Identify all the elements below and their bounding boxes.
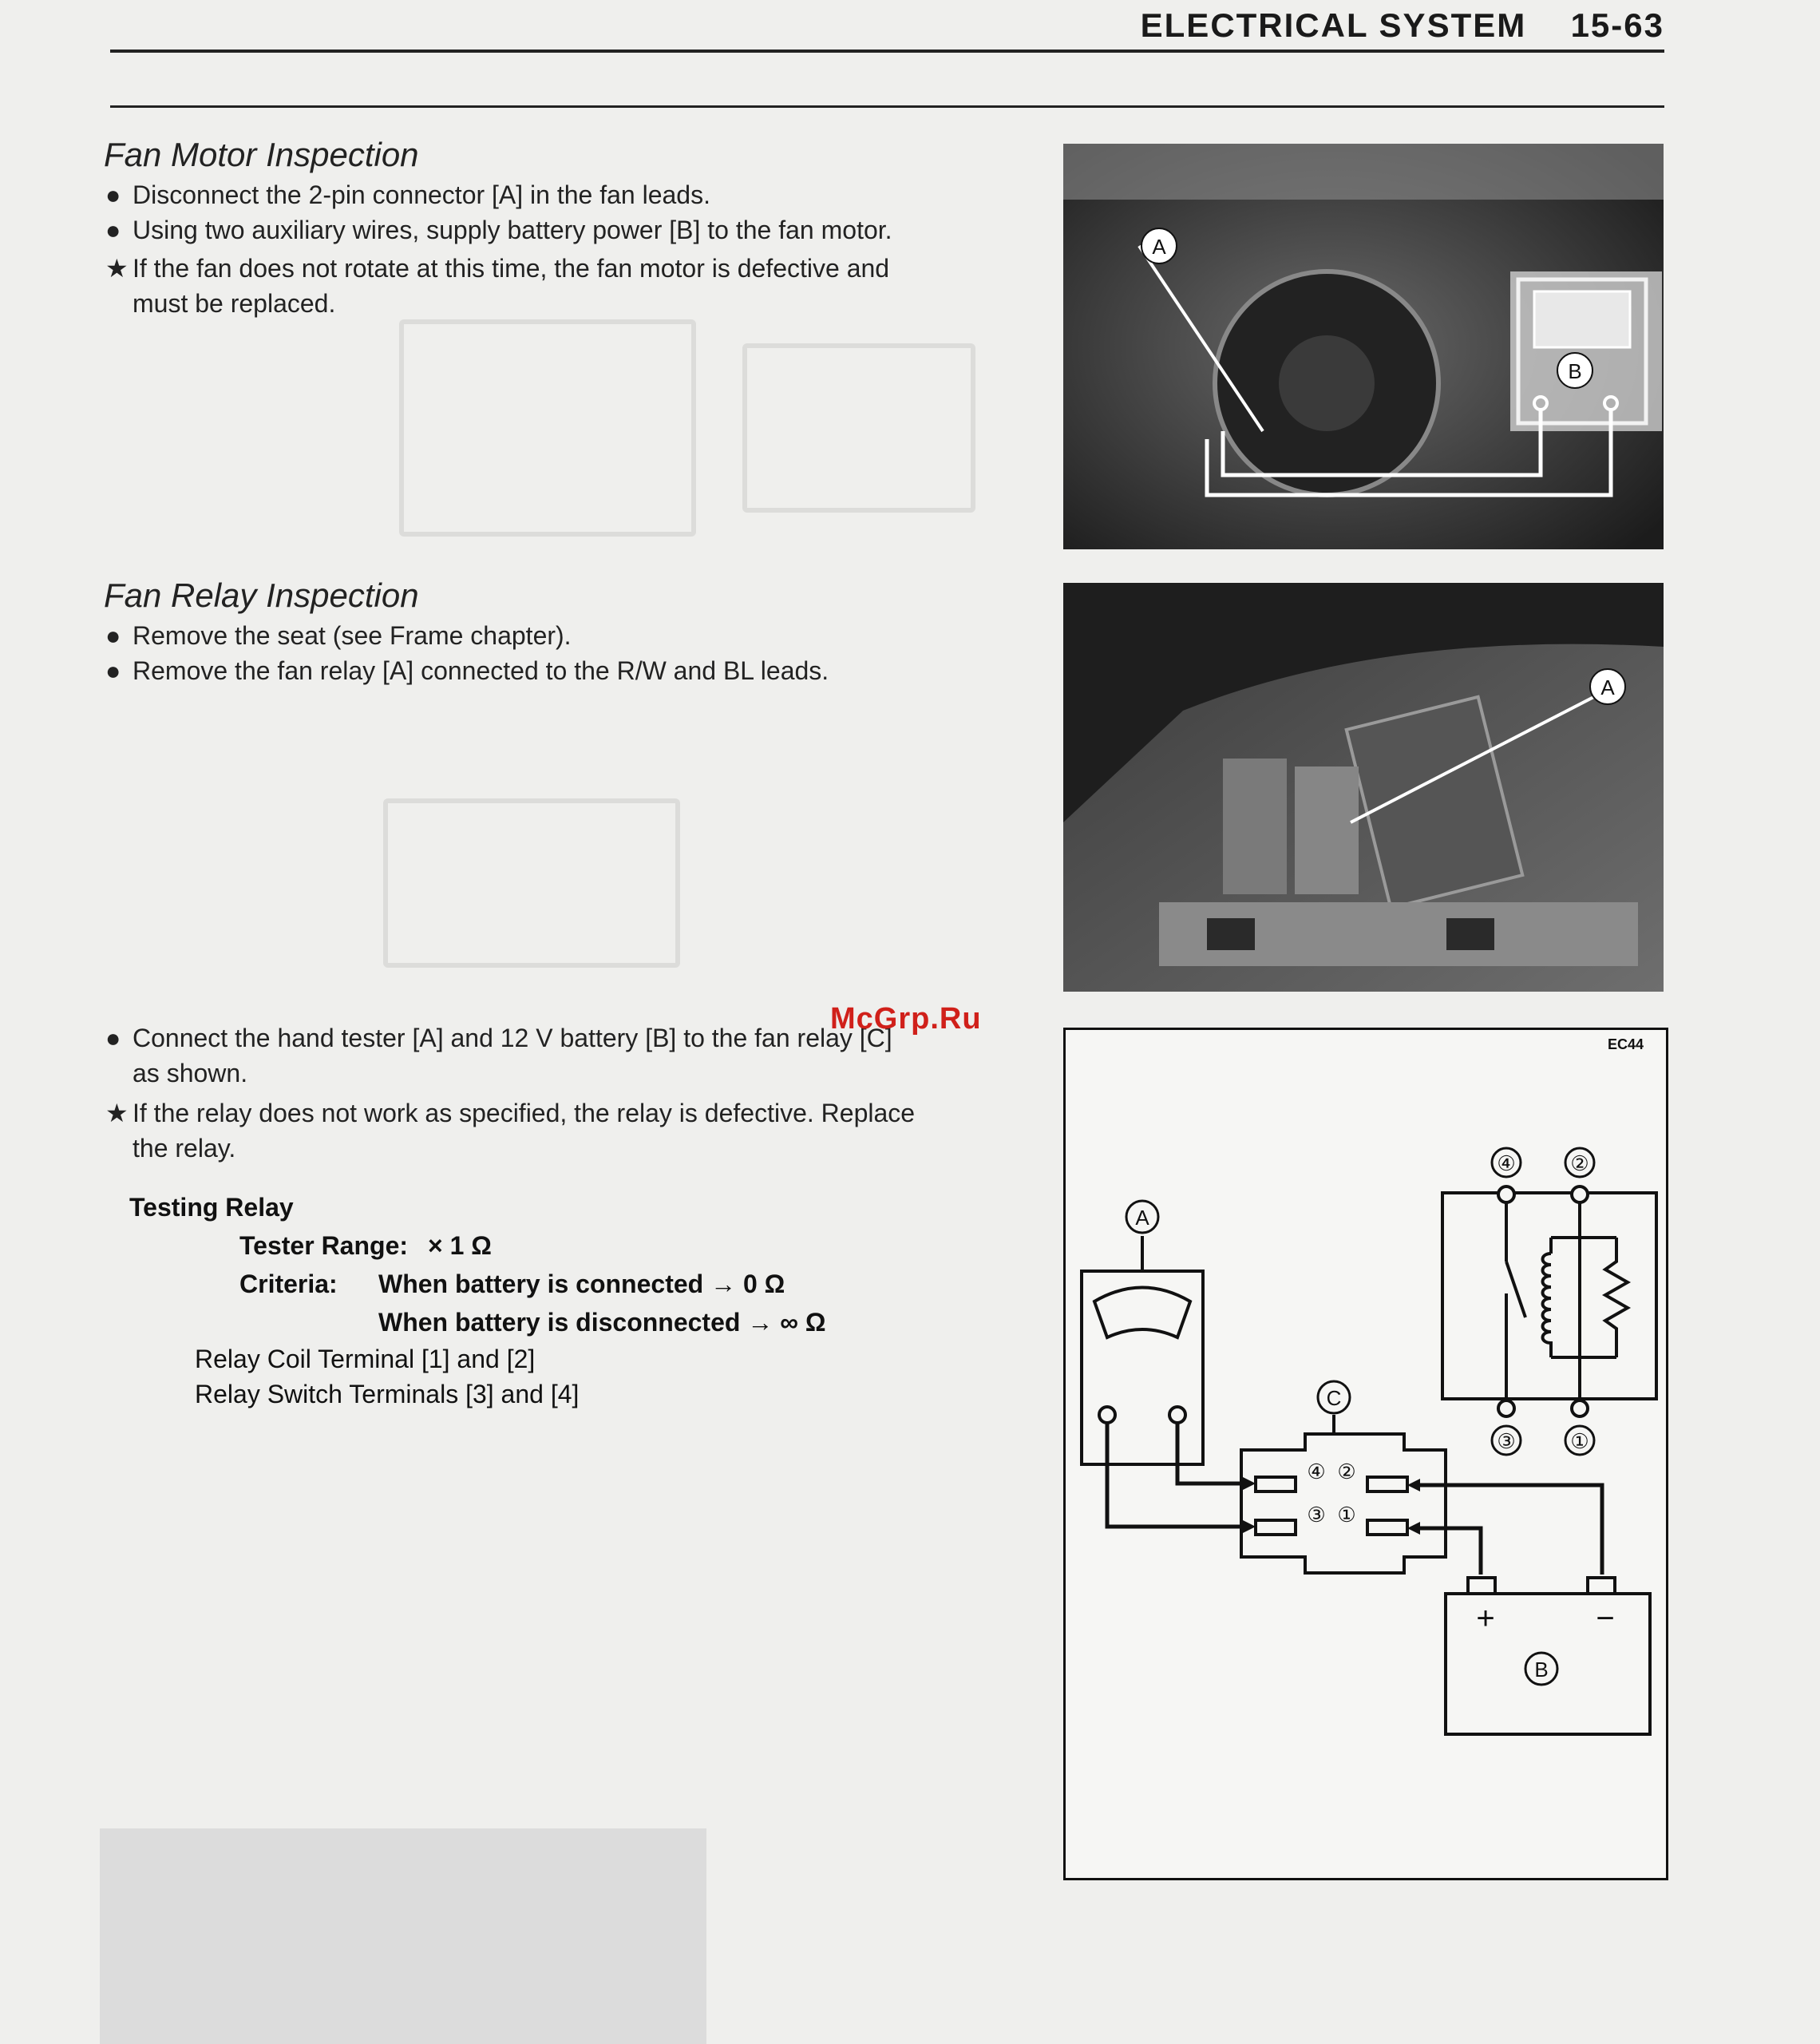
- bleed-through-box: [399, 319, 696, 537]
- page-header: [1141, 6, 1664, 45]
- diagram-terminal-3: ③: [1307, 1503, 1326, 1527]
- relay-coil-terminals: Relay Coil Terminal [1] and [2]: [195, 1345, 536, 1373]
- list-item: ● Disconnect the 2-pin connector [A] in the fan leads.: [105, 177, 1063, 212]
- star-icon: ★: [105, 1099, 129, 1127]
- tester-range-value: × 1 Ω: [428, 1231, 492, 1260]
- fan-relay-steps: [105, 618, 1063, 688]
- bleed-through-shade: [100, 1828, 706, 2044]
- list-item: ● Connect the hand tester [A] and 12 V battery [B] to the fan relay [C]: [105, 1020, 1063, 1056]
- diagram-terminal-2: ②: [1337, 1460, 1356, 1483]
- hand-tester: [1082, 1236, 1203, 1464]
- criteria-label: Criteria:: [239, 1270, 338, 1298]
- fan-motor-title: Fan Motor Inspection: [104, 136, 419, 173]
- note-item: ★ If the relay does not work as specified, the relay is defective. Replace: [105, 1095, 1063, 1131]
- battery-minus: −: [1596, 1601, 1615, 1636]
- watermark: McGrp.Ru: [830, 1002, 982, 1036]
- diagram-label-a: A: [1135, 1206, 1149, 1230]
- star-icon: ★: [105, 254, 129, 283]
- fan-relay-title: Fan Relay Inspection: [104, 576, 419, 614]
- relay-terminal-2: ②: [1570, 1151, 1589, 1175]
- criteria-disconnected: When battery is disconnected → ∞ Ω: [378, 1308, 826, 1337]
- relay-switch-terminals: Relay Switch Terminals [3] and [4]: [195, 1380, 580, 1408]
- bullet-icon: ●: [105, 621, 121, 650]
- header-rule: [110, 50, 1664, 53]
- list-item: ● Remove the seat (see Frame chapter).: [105, 618, 1063, 653]
- bullet-icon: ●: [105, 180, 121, 209]
- relay-test-diagram: [1063, 1028, 1668, 1880]
- header-title: ELECTRICAL SYSTEM: [1140, 6, 1527, 44]
- fan-relay-photo: [1063, 583, 1664, 992]
- diagram-code: EC44: [1607, 1036, 1644, 1052]
- bullet-icon: ●: [105, 216, 121, 244]
- photo-label-b: B: [1568, 359, 1582, 383]
- relay-terminal-4: ④: [1497, 1151, 1516, 1175]
- relay-internal-schematic: [1442, 1186, 1656, 1416]
- photo-label-a: A: [1152, 235, 1166, 259]
- bleed-through-box: [383, 798, 680, 968]
- battery-plus: +: [1476, 1601, 1495, 1636]
- criteria-connected: When battery is connected → 0 Ω: [378, 1270, 785, 1298]
- diagram-label-c: C: [1326, 1386, 1342, 1410]
- diagram-terminal-4: ④: [1307, 1460, 1326, 1483]
- fan-relay-symbol: [1241, 1415, 1446, 1573]
- fan-motor-photo: [1063, 144, 1664, 549]
- note-continuation: the relay.: [133, 1134, 236, 1163]
- diagram-label-b: B: [1534, 1658, 1549, 1682]
- relay-terminal-3: ③: [1497, 1429, 1516, 1453]
- section-rule: [110, 105, 1664, 108]
- bleed-through-box: [742, 343, 975, 513]
- testing-heading: Testing Relay: [129, 1193, 294, 1222]
- diagram-terminal-1: ①: [1337, 1503, 1356, 1527]
- list-item: ● Using two auxiliary wires, supply battery power [B] to the fan motor.: [105, 212, 1063, 248]
- connect-instructions: [105, 1020, 1063, 1166]
- fan-motor-steps: [105, 177, 1063, 321]
- bullet-icon: ●: [105, 1024, 121, 1052]
- list-item: ● Remove the fan relay [A] connected to the R/W and BL leads.: [105, 653, 1063, 688]
- list-continuation: as shown.: [133, 1059, 248, 1087]
- note-item: ★ If the fan does not rotate at this time, the fan motor is defective and: [105, 251, 1063, 286]
- note-continuation: must be replaced.: [133, 289, 336, 318]
- bullet-icon: ●: [105, 656, 121, 685]
- page-number: 15-63: [1570, 6, 1664, 44]
- relay-terminal-1: ①: [1570, 1429, 1589, 1453]
- photo-label-a: A: [1600, 675, 1615, 699]
- tester-range-label: Tester Range:: [239, 1231, 409, 1260]
